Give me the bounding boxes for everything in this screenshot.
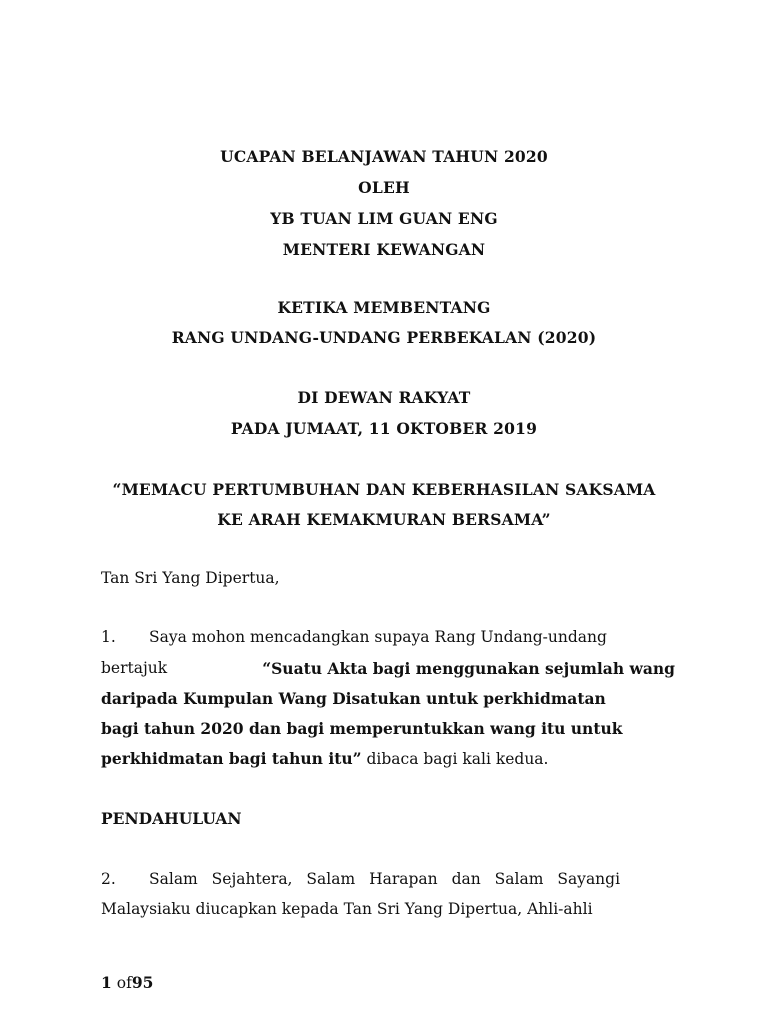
title-line-4: MENTERI KEWANGAN [282,240,486,259]
title-line-3: YB TUAN LIM GUAN ENG [270,209,498,228]
para1-text-2a: bertajuk [101,659,168,677]
para1-number: 1. [101,628,116,646]
para1-text-1: Saya mohon mencadangkan supaya Rang Undang-undang [149,628,607,646]
para1-text-2b: “Suatu Akta bagi menggunakan sejumlah wang [262,659,675,678]
para1-line-2 [101,659,675,678]
current-page: 1 [101,973,112,992]
para1-text-5b: dibaca bagi kali kedua. [361,750,549,768]
para1-line-3: daripada Kumpulan Wang Disatukan untuk perkhidmatan [101,689,606,708]
title-line-2: OLEH [358,178,410,197]
para1-line-1 [101,628,675,646]
title-line-8: PADA JUMAAT, 11 OKTOBER 2019 [230,419,538,438]
title-line-1: UCAPAN BELANJAWAN TAHUN 2020 [220,147,548,166]
title-line-5: KETIKA MEMBENTANG [277,298,491,317]
para2-line-1 [101,870,675,888]
para2-text-1: Salam Sejahtera, Salam Harapan dan Salam Sayangi [149,870,621,888]
title-line-6: RANG UNDANG-UNDANG PERBEKALAN (2020) [171,328,597,347]
page-number [101,973,153,992]
total-pages: 95 [131,973,154,992]
para1-text-5a: perkhidmatan bagi tahun itu” [101,749,362,768]
section-heading: PENDAHULUAN [101,809,242,828]
page-of: of [116,974,132,992]
para2-number: 2. [101,870,116,888]
para1-line-5 [101,749,675,768]
para2-line-2: Malaysiaku diucapkan kepada Tan Sri Yang Dipertua, Ahli-ahli [101,900,593,918]
theme-line-2: KE ARAH KEMAKMURAN BERSAMA” [217,510,551,529]
theme-line-1: “MEMACU PERTUMBUHAN DAN KEBERHASILAN SAKSAMA [112,480,656,499]
salutation: Tan Sri Yang Dipertua, [101,569,280,587]
para1-line-4: bagi tahun 2020 dan bagi memperuntukkan wang itu untuk [101,719,623,738]
title-line-7: DI DEWAN RAKYAT [297,388,471,407]
